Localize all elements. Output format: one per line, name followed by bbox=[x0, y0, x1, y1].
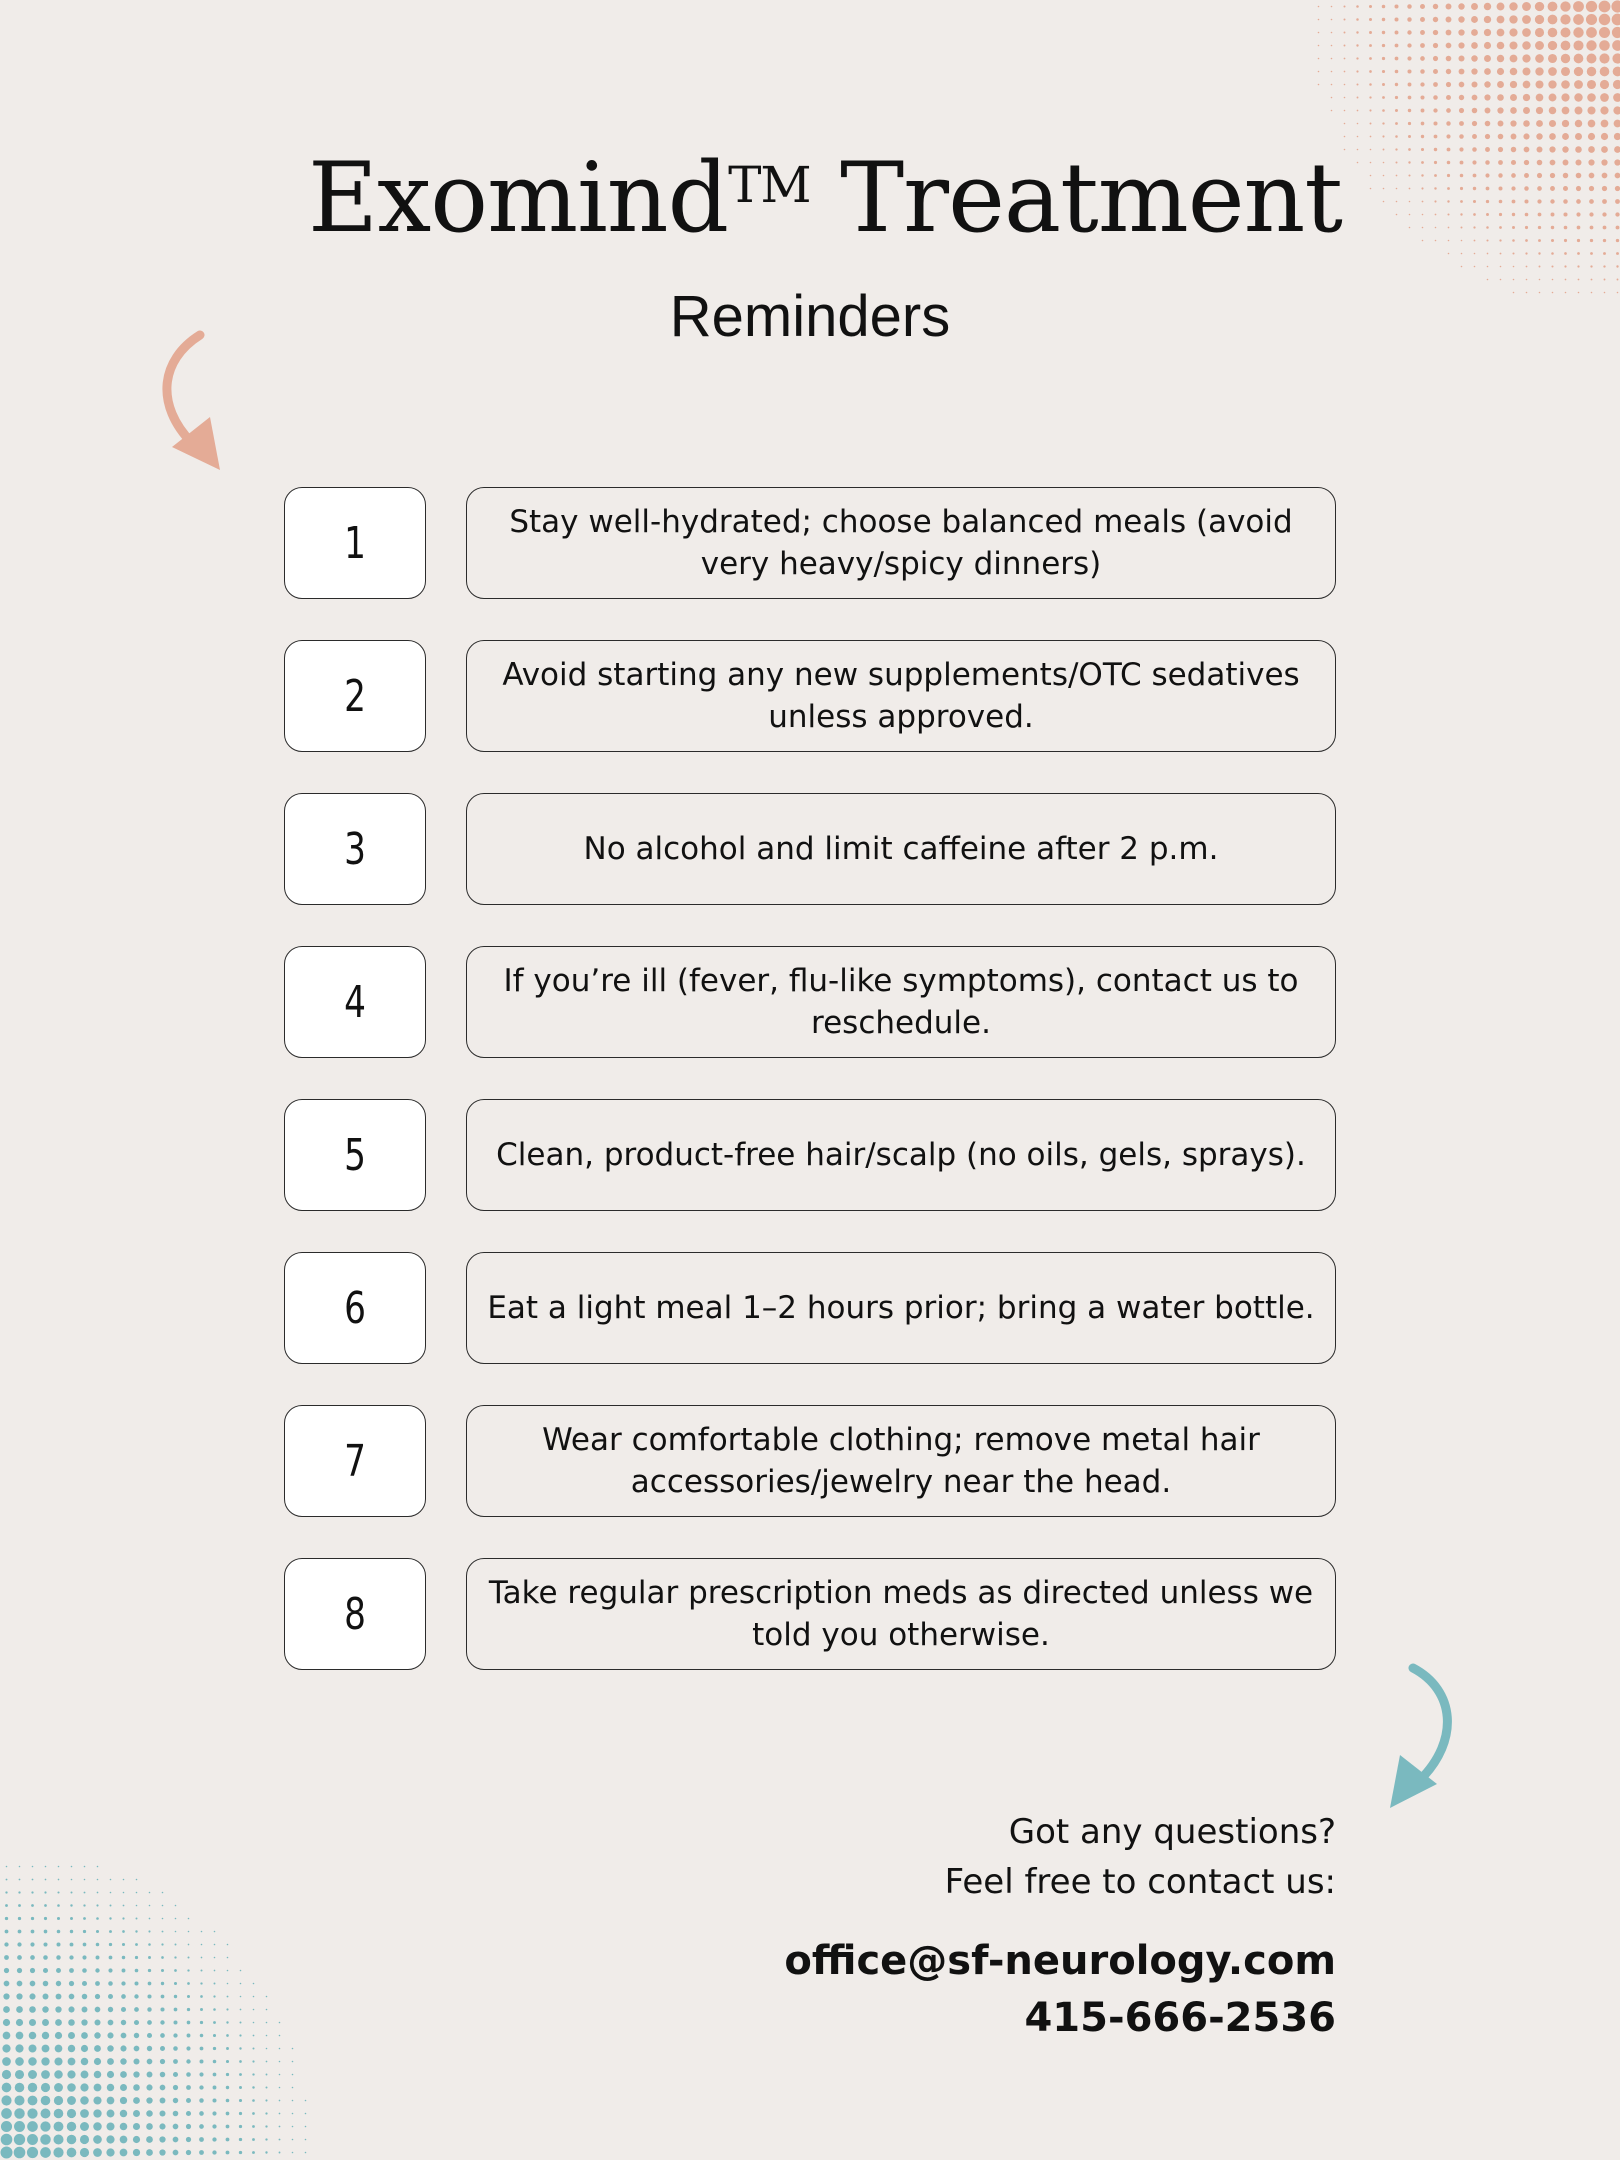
reminder-text-box bbox=[466, 946, 1336, 1058]
curved-arrow-down-icon bbox=[1385, 1660, 1465, 1810]
page-subtitle: Reminders bbox=[669, 284, 951, 349]
reminder-number-box bbox=[284, 793, 426, 905]
page-title bbox=[0, 142, 1620, 254]
reminder-text: No alcohol and limit caffeine after 2 p.m. bbox=[583, 831, 1219, 867]
curved-arrow-down-icon bbox=[150, 325, 230, 475]
reminder-text-box bbox=[466, 1405, 1336, 1517]
reminder-text: Take regular prescription meds as directed unless we told you otherwise. bbox=[488, 1575, 1314, 1653]
reminder-text: If you’re ill (fever, flu-like symptoms), contact us to reschedule. bbox=[503, 963, 1299, 1041]
reminder-text-box bbox=[466, 1099, 1336, 1211]
reminder-text: Wear comfortable clothing; remove metal hair accessories/jewelry near the head. bbox=[542, 1422, 1260, 1500]
reminder-number: 2 bbox=[344, 670, 366, 722]
reminder-number-box bbox=[284, 640, 426, 752]
title-suffix: Treatment bbox=[840, 142, 1342, 254]
reminder-text-box bbox=[466, 1252, 1336, 1364]
reminder-text-box bbox=[466, 793, 1336, 905]
contact-invite: Feel free to contact us: bbox=[944, 1862, 1336, 1902]
reminder-text: Stay well-hydrated; choose balanced meals (avoid very heavy/spicy dinners) bbox=[509, 504, 1293, 582]
reminder-text: Clean, product-free hair/scalp (no oils, gels, sprays). bbox=[496, 1137, 1306, 1173]
reminder-number-box bbox=[284, 1099, 426, 1211]
reminder-number: 5 bbox=[344, 1129, 366, 1181]
contact-question: Got any questions? bbox=[1008, 1812, 1336, 1852]
reminder-number-box bbox=[284, 1252, 426, 1364]
contact-email-link[interactable]: office@sf-neurology.com bbox=[784, 1938, 1336, 1984]
reminder-text-box bbox=[466, 487, 1336, 599]
contact-phone-link[interactable]: 415-666-2536 bbox=[1024, 1995, 1336, 2041]
reminder-number-box bbox=[284, 946, 426, 1058]
reminder-text: Eat a light meal 1–2 hours prior; bring a water bottle. bbox=[487, 1290, 1315, 1326]
reminder-number: 4 bbox=[344, 976, 366, 1028]
reminder-text: Avoid starting any new supplements/OTC sedatives unless approved. bbox=[502, 657, 1300, 735]
reminder-number: 7 bbox=[344, 1435, 366, 1487]
trademark-symbol: TM bbox=[728, 156, 811, 214]
title-word: Exomind bbox=[308, 142, 729, 254]
reminder-number-box bbox=[284, 487, 426, 599]
reminder-number: 6 bbox=[344, 1282, 366, 1334]
halftone-decoration-bottom bbox=[0, 1860, 340, 2160]
reminder-number-box bbox=[284, 1558, 426, 1670]
reminder-number: 8 bbox=[344, 1588, 366, 1640]
reminder-number: 1 bbox=[344, 517, 366, 569]
reminder-text-box bbox=[466, 1558, 1336, 1670]
reminder-text-box bbox=[466, 640, 1336, 752]
reminder-number: 3 bbox=[344, 823, 366, 875]
reminder-number-box bbox=[284, 1405, 426, 1517]
